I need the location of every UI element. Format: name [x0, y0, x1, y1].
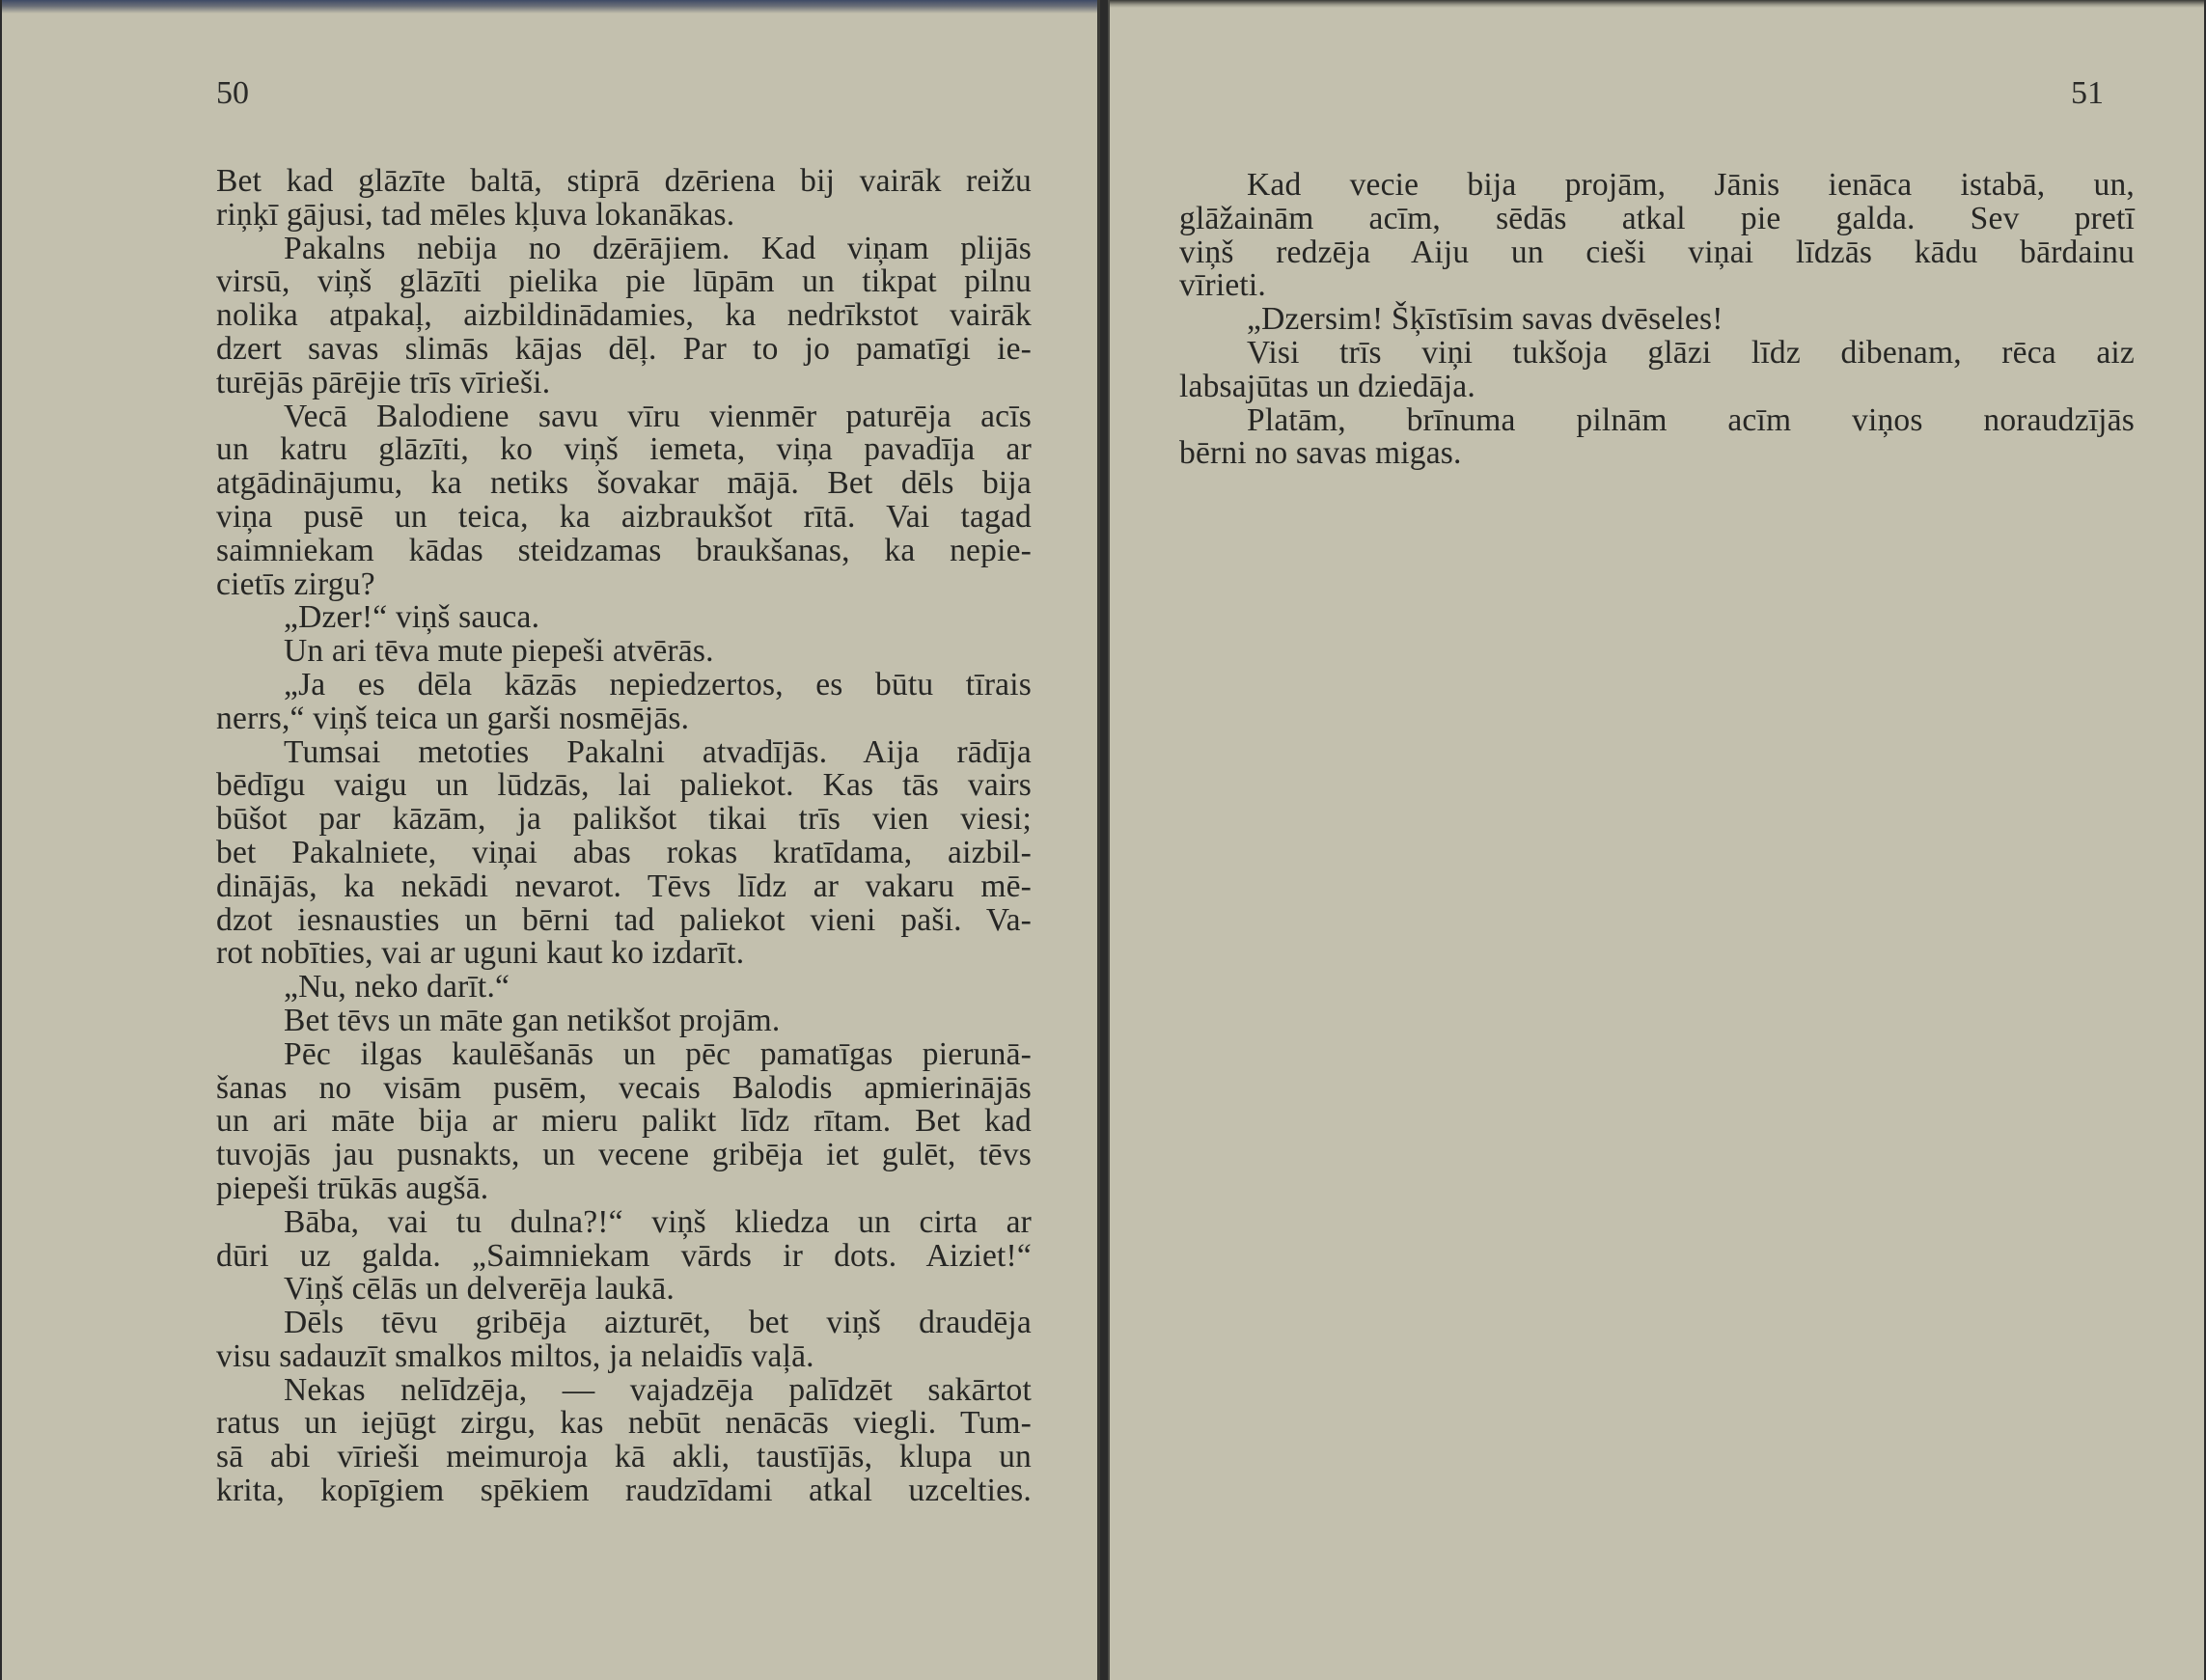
text-line: dzot iesnausties un bērni tad paliekot vieni paši. Va- — [216, 901, 1032, 938]
text-line: nolika atpakaļ, aizbildinādamies, ka nedrīkstot vairāk — [216, 297, 1032, 334]
text-line: Pakalns nebija no dzērājiem. Kad viņam plijās — [284, 230, 1032, 266]
text-line: Tumsai metoties Pakalni atvadījās. Aija rādīja — [284, 733, 1032, 770]
text-line: un ari māte bija ar mieru palikt līdz rītam. Bet kad — [216, 1103, 1032, 1140]
text-line: būšot par kāzām, ja palikšot tikai trīs vien viesi; — [216, 801, 1032, 838]
text-line: dinājās, ka nekādi nevarot. Tēvs līdz ar vakaru mē- — [216, 868, 1032, 904]
text-line: Bāba, vai tu dulna?!“ viņš kliedza un cirta ar — [284, 1203, 1032, 1240]
text-line: cietīs zirgu? — [216, 565, 375, 602]
text-line: saimniekam kādas steidzamas braukšanas, ka nepie- — [216, 532, 1032, 568]
body-text — [1179, 169, 2135, 471]
text-line: virsū, viņš glāzīti pielika pie lūpām un tikpat pilnu — [216, 263, 1032, 300]
text-line: riņķī gājusi, tad mēles kļuva lokanākas. — [216, 196, 735, 233]
text-line: šanas no visām pusēm, vecais Balodis apmierinājās — [216, 1069, 1032, 1106]
text-line: labsajūtas un dziedāja. — [1179, 368, 1475, 404]
text-line: sā abi vīrieši meimuroja kā akli, taustījās, klupa un — [216, 1439, 1032, 1475]
text-line: tuvojās jau pusnakts, un vecene gribēja iet gulēt, tēvs — [216, 1137, 1032, 1173]
text-line: Pēc ilgas kaulēšanās un pēc pamatīgas pierunā- — [284, 1035, 1032, 1072]
text-line: viņa pusē un teica, ka aizbraukšot rītā. Vai tagad — [216, 498, 1032, 535]
text-line: Viņš cēlās un delverēja laukā. — [284, 1271, 675, 1308]
text-line: rot nobīties, vai ar uguni kaut ko izdarīt. — [216, 935, 745, 972]
text-line: Bet kad glāzīte baltā, stiprā dzēriena bij vairāk reižu — [216, 163, 1032, 199]
page-edge — [1110, 0, 2204, 8]
text-line: piepeši trūkās augšā. — [216, 1170, 489, 1206]
text-line: viņš redzēja Aiju un cieši viņai līdzās kādu bārdainu — [1179, 234, 2135, 270]
text-line: bērni no savas migas. — [1179, 435, 1462, 472]
text-line: vīrieti. — [1179, 267, 1266, 304]
text-line: ratus un iejūgt zirgu, kas nebūt nenācās viegli. Tum- — [216, 1405, 1032, 1442]
text-line: krita, kopīgiem spēkiem raudzīdami atkal uzcelties. — [216, 1473, 1032, 1509]
text-line: Visi trīs viņi tukšoja glāzi līdz dibenam, rēca aiz — [1247, 334, 2135, 371]
left-page — [2, 0, 1100, 1680]
text-line: un katru glāzīti, ko viņš iemeta, viņa pavadīja ar — [216, 431, 1032, 468]
text-line: „Nu, neko darīt.“ — [284, 969, 510, 1005]
text-line: dzert savas slimās kājas dēļ. Par to jo pamatīgi ie- — [216, 330, 1032, 367]
page-number: 50 — [216, 75, 249, 111]
text-line: Vecā Balodiene savu vīru vienmēr paturēja acīs — [284, 398, 1032, 434]
text-line: Bet tēvs un māte gan netikšot projām. — [284, 1002, 781, 1038]
text-line: nerrs,“ viņš teica un garši nosmējās. — [216, 700, 690, 736]
text-line: visu sadauzīt smalkos miltos, ja nelaidīs vaļā. — [216, 1337, 814, 1374]
text-line: bēdīgu vaigu un lūdzās, lai paliekot. Kas tās vairs — [216, 767, 1032, 804]
cover-edge — [2, 0, 1097, 14]
text-line: atgādinājumu, ka netiks šovakar mājā. Bet dēls bija — [216, 465, 1032, 502]
page-number: 51 — [2071, 75, 2104, 111]
text-line: Un ari tēva mute piepeši atvērās. — [284, 633, 714, 670]
text-line: Dēls tēvu gribēja aizturēt, bet viņš draudēja — [284, 1305, 1032, 1341]
text-line: dūri uz galda. „Saimniekam vārds ir dots. Aiziet!“ — [216, 1237, 1032, 1274]
text-line: Platām, brīnuma pilnām acīm viņos noraudzījās — [1247, 401, 2135, 438]
body-text — [216, 165, 1032, 1508]
text-line: Nekas nelīdzēja, — vajadzēja palīdzēt sakārtot — [284, 1371, 1032, 1408]
right-page — [1108, 0, 2204, 1680]
text-line: „Ja es dēla kāzās nepiedzertos, es būtu tīrais — [284, 666, 1032, 702]
text-line: turējās pārējie trīs vīrieši. — [216, 364, 551, 400]
text-line: glāžainām acīm, sēdās atkal pie galda. Sev pretī — [1179, 200, 2135, 236]
text-line: bet Pakalniete, viņai abas rokas kratīdama, aizbil- — [216, 834, 1032, 870]
text-line: „Dzer!“ viņš sauca. — [284, 599, 540, 636]
text-line: Kad vecie bija projām, Jānis ienāca istabā, un, — [1247, 167, 2135, 203]
text-line: „Dzersim! Šķīstīsim savas dvēseles! — [1247, 301, 1723, 338]
